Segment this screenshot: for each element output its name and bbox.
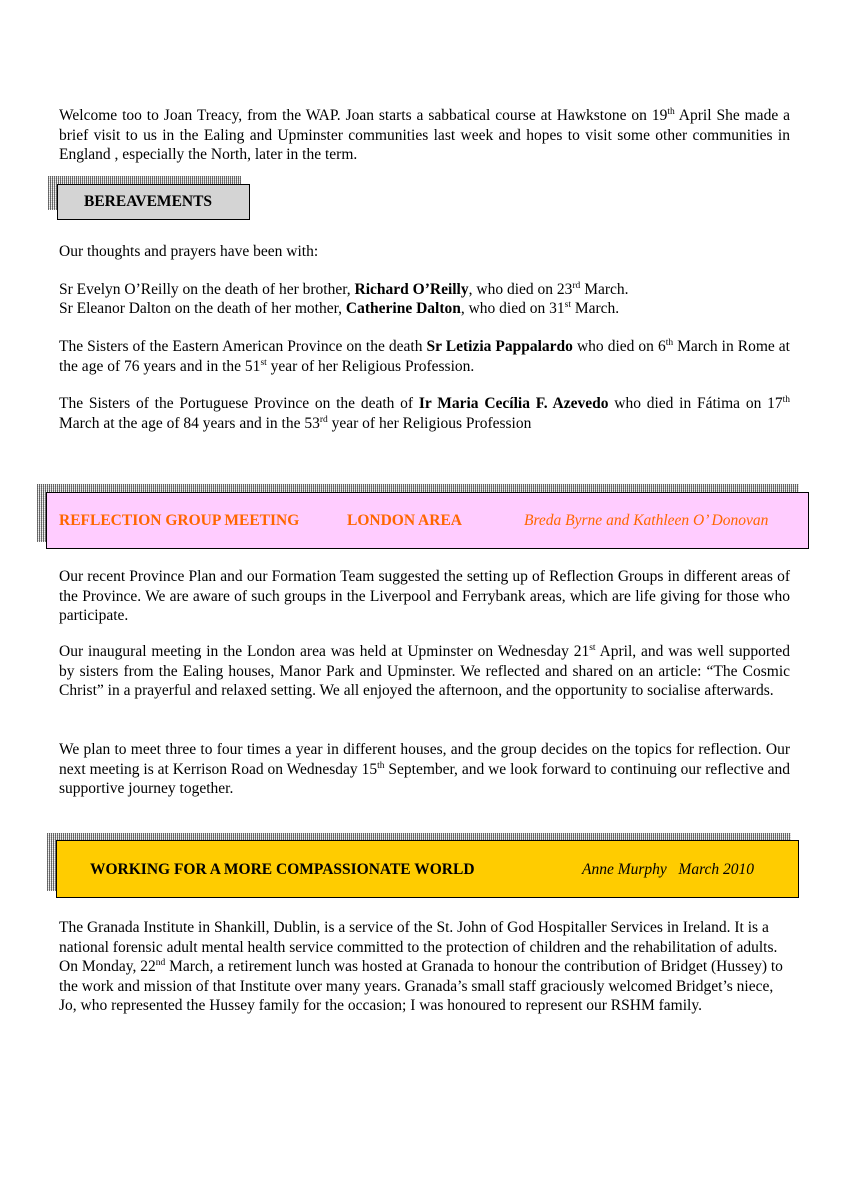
compassion-byline: Anne Murphy March 2010 xyxy=(582,861,755,878)
reflection-paragraph: We plan to meet three to four times a year in different houses, and the group decides on the topics for reflection. Our next meeting is at Kerrison Road on Wednesday 15th September, and we look forward to continuing our reflective and supportive journey together. xyxy=(59,741,791,797)
compassion-paragraph: The Granada Institute in Shankill, Dublin, is a service of the St. John of God Hospitaller Services in Ireland. It is a national forensic adult mental health service committed to the protection of children and the rehabilitation of adults. On Monday, 22nd March, a retirement lunch was hosted at Granada to honour the contribution of Bridget (Hussey) to the work and mission of that Institute over many years. Granada’s small staff graciously welcomed Bridget’s niece, Jo, who represented the Hussey family for the occasion; I was honoured to represent our RSHM family. xyxy=(59,919,783,1014)
bereavement-item: Sr Evelyn O’Reilly on the death of her brother, Richard O’Reilly, who died on 23rd March. xyxy=(59,280,629,298)
reflection-authors: Breda Byrne and Kathleen O’ Donovan xyxy=(524,512,769,529)
reflection-paragraph: Our inaugural meeting in the London area was held at Upminster on Wednesday 21st April, and was well supported by sisters from the Ealing houses, Manor Park and Upminster. We reflected and shared on an article: “The Cosmic Christ” in a prayerful and relaxed setting. We all enjoyed the afternoon, and the opportunity to socialise afterwards. xyxy=(59,642,790,699)
eastern-province-paragraph: The Sisters of the Eastern American Province on the death Sr Letizia Pappalardo who died on 6th March in Rome at the age of 76 years and in the 51st year of her Religious Profession. xyxy=(59,337,790,375)
bereavements-lead: Our thoughts and prayers have been with: xyxy=(59,243,319,260)
reflection-heading-box xyxy=(46,492,809,549)
bereavements-heading: BEREAVEMENTS xyxy=(84,193,213,210)
reflection-paragraph: Our recent Province Plan and our Formation Team suggested the setting up of Reflection Groups in different areas of the Province. We are aware of such groups in the Liverpool and Ferrybank areas, which are life giving for those who participate. xyxy=(59,568,790,624)
portuguese-province-paragraph: The Sisters of the Portuguese Province on the death of Ir Maria Cecília F. Azevedo who died in Fátima on 17th March at the age of 84 years and in the 53rd year of her Religious Profession xyxy=(59,394,790,432)
bereavement-item: Sr Eleanor Dalton on the death of her mother, Catherine Dalton, who died on 31st March. xyxy=(59,299,620,317)
bereavements-heading-box xyxy=(57,184,250,220)
welcome-paragraph: Welcome too to Joan Treacy, from the WAP. Joan starts a sabbatical course at Hawkstone on 19th April She made a brief visit to us in the Ealing and Upminster communities last week and hopes to visit some other communities in England , especially the North, later in the term. xyxy=(59,106,791,163)
compassion-heading: WORKING FOR A MORE COMPASSIONATE WORLD xyxy=(90,861,475,878)
compassion-heading-box xyxy=(56,840,799,898)
reflection-heading: REFLECTION GROUP MEETING xyxy=(59,512,300,529)
reflection-area: LONDON AREA xyxy=(347,512,462,529)
